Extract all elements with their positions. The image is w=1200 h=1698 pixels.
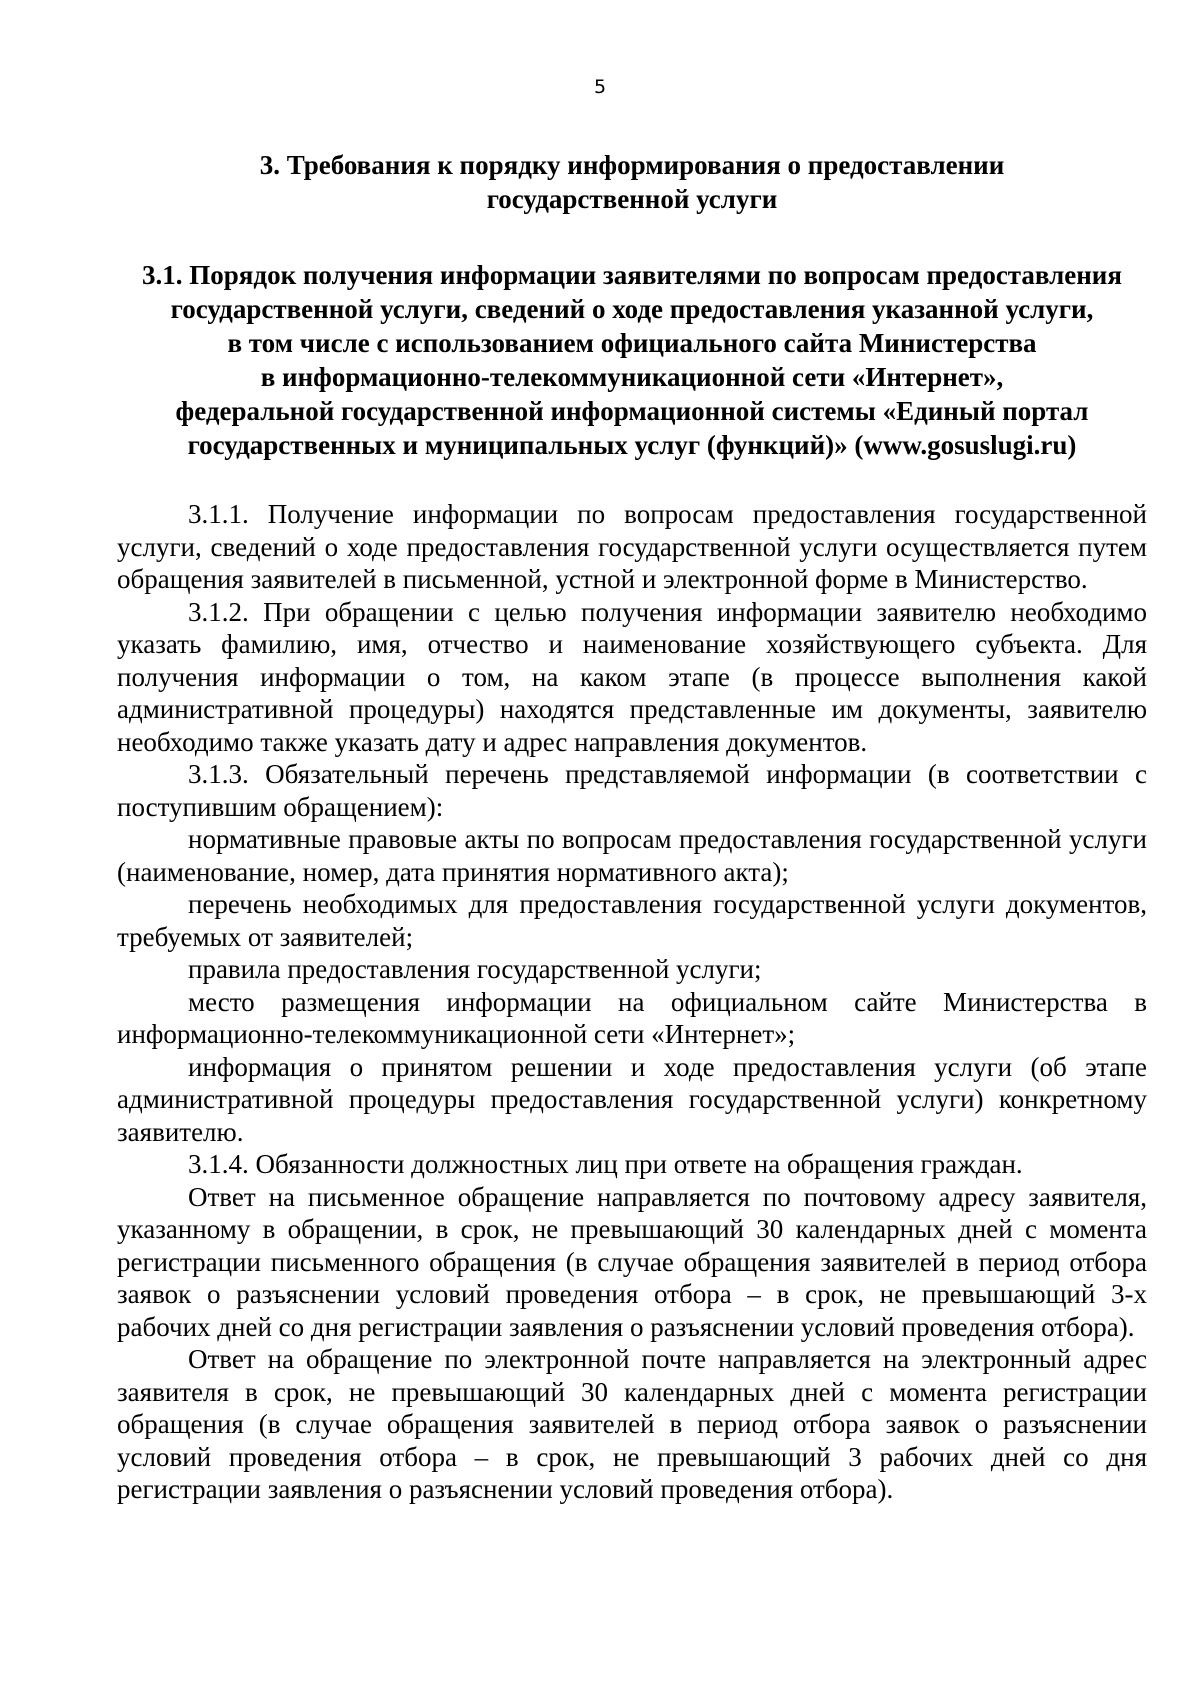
list-item-required-documents: перечень необходимых для предоставления государственной услуги документов, требуемых от заявителей;: [117, 889, 1147, 952]
body-text: [117, 498, 1147, 1506]
subsection-title-line: в информационно-телекоммуникационной сети «Интернет»,: [260, 362, 1004, 392]
paragraph-3-1-1: 3.1.1. Получение информации по вопросам предоставления государственной услуги, сведений о ходе предоставления государственной услуги осуществляется путем обращения заявителей в письменной, устной и электронной форме в Министерство.: [117, 499, 1147, 594]
paragraph-written-answer: Ответ на письменное обращение направляется по почтовому адресу заявителя, указанному в обращении, в срок, не превышающий 30 календарных дней с момента регистрации письменного обращения (в случае обращения заявителей в период отбора заявок о разъяснении условий проведения отбора – в срок, не превышающий 3-х рабочих дней со дня регистрации заявления о разъяснении условий проведения отбора).: [117, 1181, 1147, 1342]
paragraph-3-1-3: 3.1.3. Обязательный перечень представляемой информации (в соответствии с поступившим обращением):: [117, 759, 1147, 822]
page-number: 5: [593, 76, 607, 98]
list-item-service-rules: правила предоставления государственной услуги;: [188, 954, 762, 984]
subsection-title-line: в том числе с использованием официального сайта Министерства: [227, 328, 1037, 358]
subsection-title-line: федеральной государственной информационной системы «Единый портал: [175, 396, 1089, 426]
subsection-title-line: государственных и муниципальных услуг (функций)» (www.gosuslugi.ru): [187, 430, 1077, 460]
list-item-info-location: место размещения информации на официальном сайте Министерства в информационно-телекоммуникационной сети «Интернет»;: [117, 986, 1147, 1049]
subsection-title-line: государственной услуги, сведений о ходе предоставления указанной услуги,: [170, 294, 1094, 324]
paragraph-email-answer: Ответ на обращение по электронной почте направляется на электронный адрес заявителя в срок, не превышающий 30 календарных дней с момента регистрации обращения (в случае обращения заявителей в период отбора заявок о разъяснении условий проведения отбора – в срок, не превышающий 3 рабочих дней со дня регистрации заявления о разъяснении условий проведения отбора).: [117, 1344, 1147, 1504]
page-content: [117, 148, 1147, 1506]
subsection-title: [117, 258, 1147, 462]
section-title-line: 3. Требования к порядку информирования о предоставлении: [259, 150, 1005, 180]
list-item-decision-info: информация о принятом решении и ходе предоставления услуги (об этапе административной процедуры предоставления государственной услуги) конкретному заявителю.: [117, 1051, 1147, 1147]
subsection-title-line: 3.1. Порядок получения информации заявителями по вопросам предоставления: [142, 260, 1122, 290]
paragraph-3-1-2: 3.1.2. При обращении с целью получения информации заявителю необходимо указать фамилию, имя, отчество и наименование хозяйствующего субъекта. Для получения информации о том, на каком этапе (в процессе выполнения какой административной процедуры) находятся представленные им документы, заявителю необходимо также указать дату и адрес направления документов.: [117, 596, 1147, 757]
list-item-normative-acts: нормативные правовые акты по вопросам предоставления государственной услуги (наименование, номер, дата принятия нормативного акта);: [117, 824, 1147, 887]
section-title-line: государственной услуги: [486, 184, 778, 214]
section-title: [117, 148, 1147, 216]
paragraph-3-1-4: 3.1.4. Обязанности должностных лиц при ответе на обращения граждан.: [188, 1149, 1023, 1179]
